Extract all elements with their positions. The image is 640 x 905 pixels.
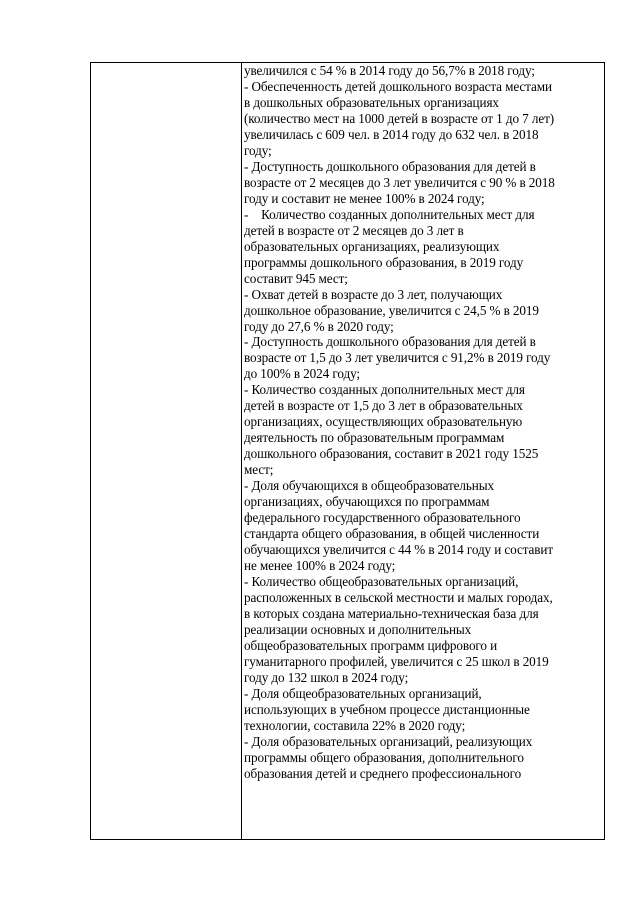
text-line: увеличилась с 609 чел. в 2014 году до 632 чел. в 2018 <box>244 126 539 142</box>
text-line: - Доля общеобразовательных организаций, <box>244 685 482 701</box>
text-line: детей в возрасте от 1,5 до 3 лет в образовательных <box>244 398 523 414</box>
text-line: реализации основных и дополнительных <box>244 621 472 637</box>
text-line: - Количество созданных дополнительных мест для <box>244 382 525 398</box>
text-line: не менее 100% в 2024 году; <box>244 558 396 574</box>
text-line: - Доля обучающихся в общеобразовательных <box>244 478 495 494</box>
text-line: расположенных в сельской местности и малых городах, <box>244 589 553 605</box>
text-line: составит 945 мест; <box>244 270 348 286</box>
text-line: мест; <box>244 462 274 478</box>
text-line: в которых создана материально-техническая база для <box>244 605 539 621</box>
text-line: обучающихся увеличится с 44 % в 2014 году и составит <box>244 542 554 558</box>
text-line: возрасте от 2 месяцев до 3 лет увеличится с 90 % в 2018 <box>244 174 555 190</box>
text-line: дошкольное образование, увеличится с 24,5 % в 2019 <box>244 302 539 318</box>
text-line: - Доступность дошкольного образования для детей в <box>244 334 536 350</box>
text-line: организациях, обучающихся по программам <box>244 494 490 510</box>
text-line: гуманитарного профилей, увеличится с 25 школ в 2019 <box>244 653 549 669</box>
text-line: общеобразовательных программ цифрового и <box>244 637 498 653</box>
text-line: программы дошкольного образования, в 2019 году <box>244 254 524 270</box>
text-line: году; <box>244 142 272 158</box>
text-line: использующих в учебном процессе дистанционные <box>244 701 530 717</box>
text-line: технологии, составила 22% в 2020 году; <box>244 717 466 733</box>
text-line: образовательных организациях, реализующих <box>244 238 500 254</box>
document-table <box>90 62 605 840</box>
text-line: деятельность по образовательным программам <box>244 430 505 446</box>
text-line: (количество мест на 1000 детей в возрасте от 1 до 7 лет) <box>244 110 555 126</box>
text-line: до 100% в 2024 году; <box>244 366 360 382</box>
text-line: возрасте от 1,5 до 3 лет увеличится с 91,2% в 2019 году <box>244 350 551 366</box>
left-column-cell <box>91 63 241 839</box>
text-line: федерального государственного образовательного <box>244 510 521 526</box>
text-line: - Охват детей в возрасте до 3 лет, получающих <box>244 286 503 302</box>
text-line: дошкольного образования, составит в 2021 году 1525 <box>244 446 539 462</box>
text-line: - Количество общеобразовательных организаций, <box>244 574 519 589</box>
cell-text-block <box>242 63 604 782</box>
text-line: - Обеспеченность детей дошкольного возраста местами <box>244 78 552 94</box>
text-line: году и составит не менее 100% в 2024 году; <box>244 190 485 206</box>
text-line: организациях, осуществляющих образовательную <box>244 414 523 430</box>
text-line: - Количество созданных дополнительных мест для <box>244 206 535 222</box>
text-line: увеличился с 54 % в 2014 году до 56,7% в 2018 году; <box>244 63 535 78</box>
right-column-cell <box>242 63 604 839</box>
text-line: - Доля образовательных организаций, реализующих <box>244 733 533 749</box>
text-line: году до 132 школ в 2024 году; <box>244 669 409 685</box>
text-line: программы общего образования, дополнительного <box>244 749 524 765</box>
text-line: в дошкольных образовательных организациях <box>244 94 499 110</box>
text-line: стандарта общего образования, в общей численности <box>244 526 540 542</box>
text-line: образования детей и среднего профессионального <box>244 765 522 781</box>
text-line: году до 27,6 % в 2020 году; <box>244 318 394 334</box>
text-line: - Доступность дошкольного образования для детей в <box>244 158 536 174</box>
text-line: детей в возрасте от 2 месяцев до 3 лет в <box>244 222 464 238</box>
